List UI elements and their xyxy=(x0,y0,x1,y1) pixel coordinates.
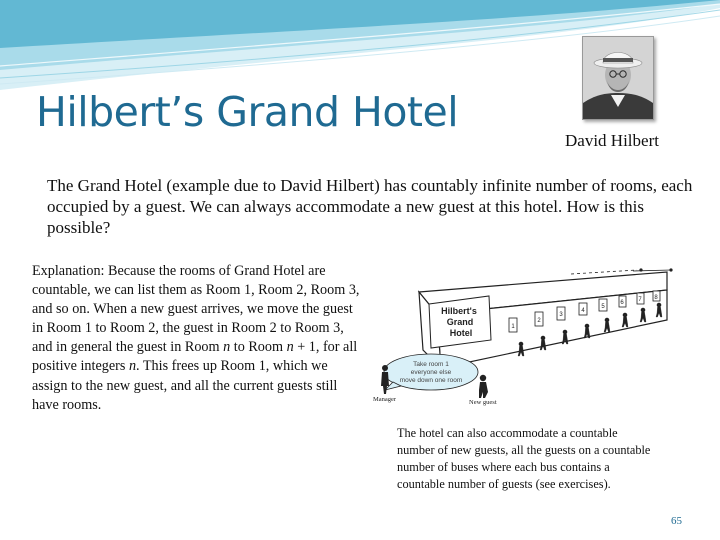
manager-label: Manager xyxy=(373,396,397,403)
sign-line-1: Hilbert's xyxy=(441,306,477,316)
room-number: 5 xyxy=(601,304,605,310)
bubble-line-1: Take room 1 xyxy=(413,361,449,368)
variable-n: n xyxy=(223,339,231,356)
page-number: 65 xyxy=(671,515,682,527)
explanation-text-4: . This frees up Room 1, which we assign to the new guest, and all the current guests still have rooms. xyxy=(32,358,338,413)
explanation-text-2: to Room xyxy=(230,339,287,356)
photo-caption: David Hilbert xyxy=(565,131,659,150)
hilbert-portrait-photo xyxy=(582,36,654,120)
manager-speech-bubble xyxy=(384,354,478,390)
room-number: 7 xyxy=(638,297,642,303)
explanation-paragraph xyxy=(32,262,364,415)
hotel-illustration xyxy=(371,258,683,406)
slide-title: Hilbert’s Grand Hotel xyxy=(36,88,459,136)
room-number: 4 xyxy=(581,308,585,314)
bubble-line-3: move down one room xyxy=(399,377,463,384)
sign-line-2: Grand xyxy=(446,317,474,327)
bubble-line-2: everyone else xyxy=(410,369,452,376)
bus-note-paragraph: The hotel can also accommodate a countable number of new guests, all the guests on a countable number of buses where each bus contains a countable number of guests (see exercises). xyxy=(397,426,651,491)
new-guest-figure xyxy=(479,375,488,398)
variable-n: n xyxy=(128,358,137,375)
new-guest-label: New guest xyxy=(469,399,497,406)
explanation-text-1: Explanation: Because the rooms of Grand Hotel are countable, we can list them as Room 1, Room 2, Room 3, and so on. When a new guest arrives, we move the guest in Room 1 to Room 2, the guest in Room 2 to Room 3, and in general the guest in Room xyxy=(32,263,360,356)
hotel-sign xyxy=(429,296,491,348)
sign-line-3: Hotel xyxy=(449,328,473,338)
room-number: 8 xyxy=(654,295,658,301)
room-number: 6 xyxy=(620,300,624,306)
explanation-text-3: + 1, for all positive integers xyxy=(32,339,358,375)
room-number: 2 xyxy=(537,318,541,324)
intro-paragraph: The Grand Hotel (example due to David Hilbert) has countably infinite number of rooms, each occupied by a guest. We can always accommodate a new guest at this hotel. How is this possible? xyxy=(47,176,693,237)
room-number: 1 xyxy=(511,324,515,330)
room-number: 3 xyxy=(559,312,563,318)
variable-n: n xyxy=(286,339,294,356)
